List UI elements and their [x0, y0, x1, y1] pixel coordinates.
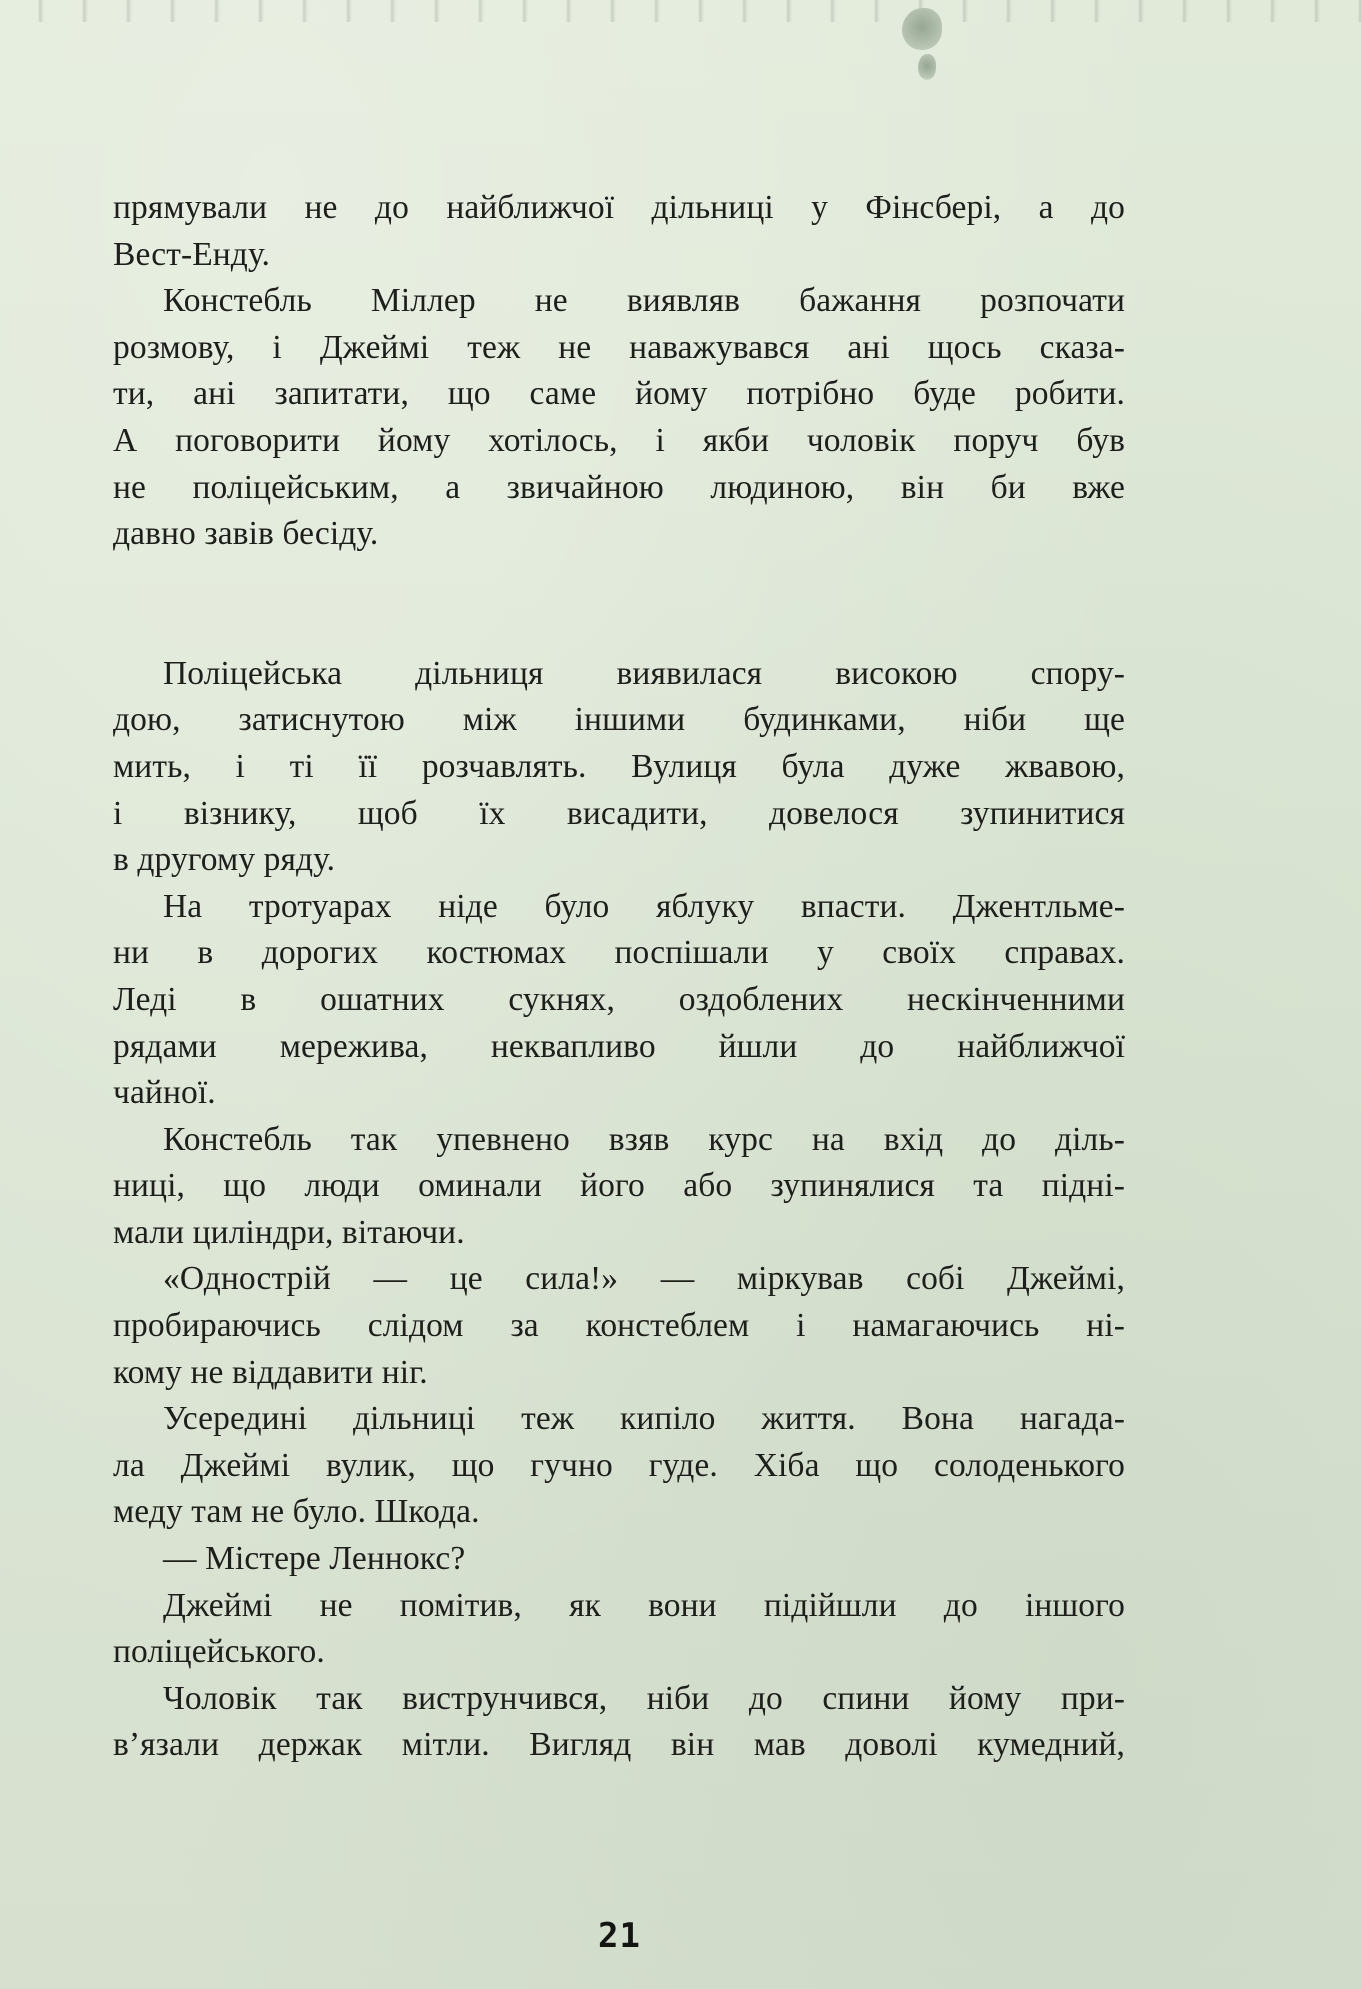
text-line: «Однострій — це сила!» — міркував собі Джеймі,	[163, 1260, 1125, 1298]
paragraph	[113, 1676, 1125, 1769]
text-line: розмову, і Джеймі теж не наважувався ані щось сказа-	[113, 328, 1125, 366]
text-section-2	[113, 651, 1125, 1769]
paragraph	[113, 185, 1125, 278]
text-line: Поліцейська дільниця виявилася високою спору-	[163, 654, 1125, 692]
text-line: А поговорити йому хотілось, і якби чоловік поруч був	[113, 421, 1125, 459]
text-line: пробираючись слідом за констеблем і намагаючись ні-	[113, 1307, 1125, 1345]
text-line: На тротуарах ніде було яблуку впасти. Джентльме-	[163, 887, 1125, 925]
paragraph	[113, 1583, 1125, 1676]
text-line: рядами мережива, неквапливо йшли до найближчої	[113, 1027, 1125, 1065]
text-line: ниці, що люди оминали його або зупинялися та підні-	[113, 1167, 1125, 1205]
text-line: Джеймі не помітив, як вони підійшли до іншого	[163, 1586, 1125, 1624]
text-section-1	[113, 185, 1125, 558]
text-line: не поліцейським, а звичайною людиною, він би вже	[113, 468, 1125, 506]
text-line: Леді в ошатних сукнях, оздоблених нескінченними	[113, 980, 1125, 1018]
text-line: Вест-Енду.	[113, 235, 270, 273]
text-line: ни в дорогих костюмах поспішали у своїх справах.	[113, 934, 1125, 972]
text-line: Чоловік так виструнчився, ніби до спини йому при-	[163, 1679, 1125, 1717]
body-text	[113, 185, 1125, 1769]
torn-top-edge	[0, 0, 1361, 22]
text-line: ти, ані запитати, що саме йому потрібно буде робити.	[113, 375, 1125, 413]
ink-blot-stain-small	[918, 54, 936, 80]
text-line: і візнику, щоб їх висадити, довелося зупинитися	[113, 794, 1125, 832]
text-line: дою, затиснутою між іншими будинками, ніби ще	[113, 701, 1125, 739]
text-line: в другому ряду.	[113, 841, 336, 879]
text-line: чайної.	[113, 1074, 216, 1112]
text-line: поліцейського.	[113, 1633, 325, 1671]
paragraph	[113, 1396, 1125, 1536]
paragraph	[113, 1117, 1125, 1257]
section-break	[113, 558, 1125, 651]
text-line: прямували не до найближчої дільниці у Фінсбері, а до	[113, 189, 1125, 226]
text-line: в’язали держак мітли. Вигляд він мав доволі кумедний,	[113, 1726, 1125, 1764]
text-line: — Містере Леннокс?	[163, 1540, 466, 1578]
text-line: Констебль так упевнено взяв курс на вхід до діль-	[163, 1120, 1125, 1158]
text-line: давно завів бесіду.	[113, 515, 379, 553]
text-line: кому не віддавити ніг.	[113, 1353, 428, 1391]
paragraph	[113, 884, 1125, 1117]
paragraph	[113, 278, 1125, 558]
paragraph	[113, 651, 1125, 884]
text-line: ла Джеймі вулик, що гучно гуде. Хіба що солоденького	[113, 1446, 1125, 1484]
ink-blot-stain	[902, 8, 942, 50]
text-line: мали циліндри, вітаючи.	[113, 1213, 465, 1251]
paragraph	[113, 1256, 1125, 1396]
text-line: мить, і ті її розчавлять. Вулиця була дуже жвавою,	[113, 747, 1125, 785]
text-line: Констебль Міллер не виявляв бажання розпочати	[163, 282, 1125, 320]
page-number: 21	[598, 1916, 641, 1956]
text-line: Усередині дільниці теж кипіло життя. Вона нагада-	[163, 1400, 1125, 1438]
text-line: меду там не було. Шкода.	[113, 1493, 480, 1531]
paragraph	[113, 1536, 1125, 1583]
